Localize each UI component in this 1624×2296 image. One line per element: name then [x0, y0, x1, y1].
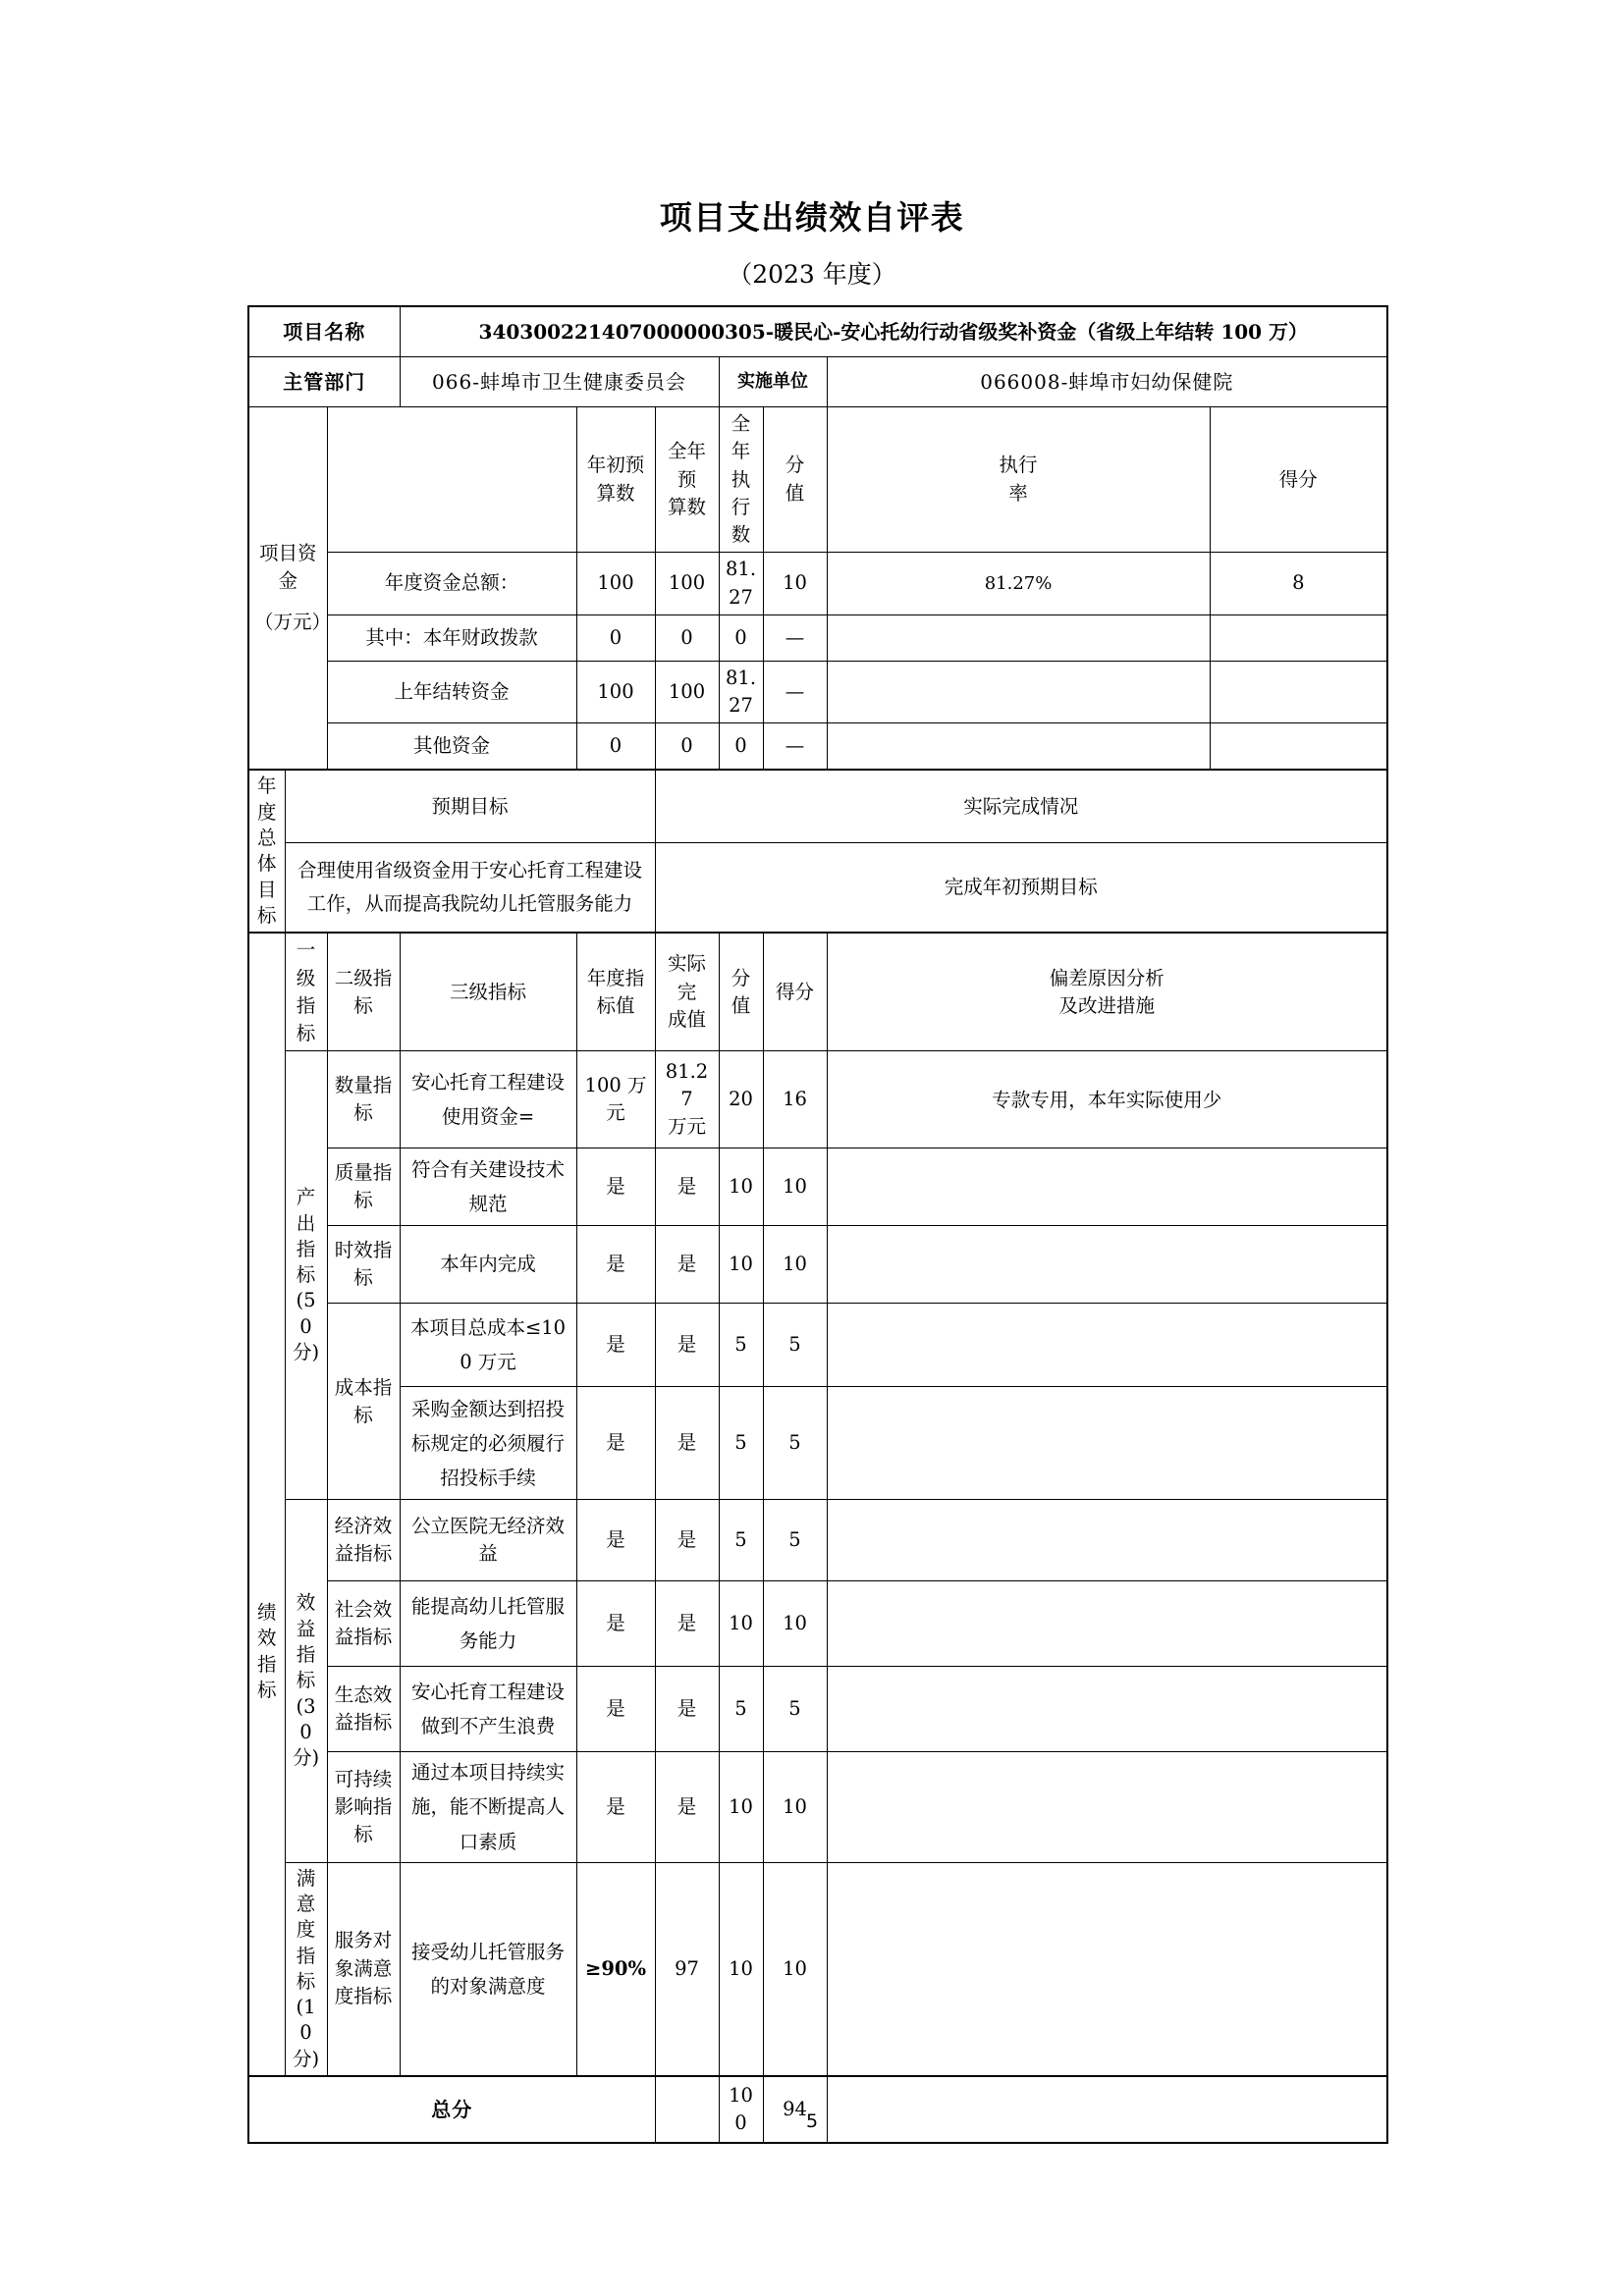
indicator-level2	[327, 1752, 400, 1862]
indicator-level2-l1: 数量指	[334, 1074, 393, 1097]
indicator-actual-value: 是	[655, 1148, 719, 1226]
funds-col-exec-rate-l1: 执行	[999, 454, 1038, 477]
col-header-deviation	[827, 933, 1387, 1051]
department-value: 066-蚌埠市卫生健康委员会	[400, 357, 719, 407]
indicator-actual-value: 是	[655, 1304, 719, 1387]
group-label-output-l2: 指标	[296, 1237, 316, 1287]
annual-goal-content-row	[248, 843, 1387, 934]
col-header-deviation-l1: 偏差原因分析	[1049, 966, 1164, 989]
funds-begin-budget: 100	[576, 553, 655, 615]
funds-col-year-budget-l2: 算数	[668, 495, 707, 518]
indicator-row	[248, 1387, 1387, 1500]
indicator-level3: 公立医院无经济效益	[400, 1500, 576, 1581]
col-header-target-value-l1: 年度指	[586, 966, 645, 989]
col-header-level3: 三级指标	[400, 933, 576, 1051]
indicator-level2	[327, 1304, 400, 1500]
indicator-level2	[327, 1051, 400, 1148]
funds-col-year-exec	[719, 407, 763, 553]
indicator-deviation	[827, 1500, 1387, 1581]
funds-year-budget: 100	[655, 553, 719, 615]
project-name-row	[248, 306, 1387, 357]
indicator-level3: 能提高幼儿托管服务能力	[400, 1581, 576, 1667]
indicator-row	[248, 1667, 1387, 1752]
indicator-points: 5	[719, 1304, 763, 1387]
indicator-target-value: 是	[576, 1387, 655, 1500]
indicator-row	[248, 1752, 1387, 1862]
funds-row-name: 其中：本年财政拨款	[327, 614, 576, 661]
indicators-stub-l4: 标	[256, 1679, 277, 1701]
funds-col-points-l1: 分	[785, 454, 805, 477]
total-score: 94	[763, 2076, 827, 2143]
funds-score	[1210, 661, 1387, 723]
funds-exec-rate	[827, 723, 1210, 771]
indicator-target-value	[576, 1051, 655, 1148]
actual-result-text: 完成年初预期目标	[655, 843, 1387, 934]
funds-header-row	[248, 407, 1387, 553]
col-header-actual-value-l2: 成值	[668, 1007, 707, 1031]
indicator-level2-l1: 社会效	[334, 1598, 393, 1622]
indicator-deviation	[827, 1148, 1387, 1226]
performance-self-evaluation-table	[247, 305, 1388, 2144]
funds-points: —	[763, 723, 827, 771]
group-label-output	[285, 1051, 327, 1500]
group-label-benefit-l4: 分)	[292, 1746, 320, 1770]
indicator-target-value-l1: 100 万	[584, 1074, 647, 1097]
page-title: 项目支出绩效自评表	[659, 198, 965, 237]
indicators-stub-label	[248, 933, 285, 2076]
indicators-stub-l3: 指	[256, 1652, 277, 1676]
indicator-row	[248, 1051, 1387, 1148]
indicator-level2-l2: 益指标	[334, 1542, 393, 1566]
funds-year-exec: 0	[719, 723, 763, 771]
col-header-level2-l1: 二级指	[334, 966, 393, 989]
funds-header-blank	[327, 407, 576, 553]
funds-exec-rate	[827, 614, 1210, 661]
indicator-level2	[327, 1667, 400, 1752]
indicator-actual-value: 97	[655, 1862, 719, 2076]
indicator-row	[248, 1581, 1387, 1667]
indicator-row	[248, 1226, 1387, 1304]
indicator-points: 5	[719, 1500, 763, 1581]
indicators-stub-l1: 绩	[256, 1601, 277, 1625]
funds-col-year-exec-l1: 全年执	[731, 412, 751, 491]
indicator-target-value: 是	[576, 1148, 655, 1226]
indicator-level2-l1: 质量指	[334, 1161, 393, 1185]
indicator-deviation	[827, 1752, 1387, 1862]
indicator-level2-l2: 象满意	[334, 1956, 393, 1980]
col-header-actual-value	[655, 933, 719, 1051]
indicator-level2-l1: 经济效	[334, 1515, 393, 1538]
group-label-satisfaction-l4: 分)	[292, 2047, 320, 2070]
funds-begin-budget: 0	[576, 723, 655, 771]
group-label-satisfaction-l3: 标(10	[296, 1969, 316, 2045]
indicator-score: 5	[763, 1500, 827, 1581]
funds-score: 8	[1210, 553, 1387, 615]
indicator-deviation	[827, 1667, 1387, 1752]
indicator-level2	[327, 1500, 400, 1581]
indicator-score: 10	[763, 1581, 827, 1667]
indicator-points: 5	[719, 1667, 763, 1752]
indicator-target-value: 是	[576, 1304, 655, 1387]
indicator-level3: 采购金额达到招投标规定的必须履行招投标手续	[400, 1387, 576, 1500]
indicator-points: 10	[719, 1862, 763, 2076]
funds-col-exec-rate-l2: 率	[1008, 481, 1028, 505]
col-header-level2	[327, 933, 400, 1051]
indicator-level2-l2: 标	[353, 1266, 373, 1290]
funds-begin-budget: 0	[576, 614, 655, 661]
funds-col-begin-budget-l2: 算数	[596, 481, 635, 505]
indicator-target-value: 是	[576, 1667, 655, 1752]
funds-col-year-budget	[655, 407, 719, 553]
indicator-score: 10	[763, 1862, 827, 2076]
indicator-score: 5	[763, 1304, 827, 1387]
funds-year-budget: 0	[655, 723, 719, 771]
indicator-row	[248, 1304, 1387, 1387]
funds-year-budget: 100	[655, 661, 719, 723]
funds-year-budget: 0	[655, 614, 719, 661]
indicator-target-value: 是	[576, 1500, 655, 1581]
funds-row-name: 其他资金	[327, 723, 576, 771]
funds-row	[248, 723, 1387, 771]
indicator-deviation	[827, 1387, 1387, 1500]
col-header-level1	[285, 933, 327, 1051]
indicator-deviation	[827, 1226, 1387, 1304]
indicator-level2	[327, 1226, 400, 1304]
annual-goal-header-row	[248, 770, 1387, 842]
indicator-level2-l1: 时效指	[334, 1239, 393, 1262]
annual-goal-stub-l3: 目标	[256, 878, 277, 927]
department-row	[248, 357, 1387, 407]
indicator-level2-l1: 成本指	[334, 1375, 393, 1399]
funds-stub-line2: （万元）	[254, 611, 332, 634]
funds-year-exec: 81.27	[719, 661, 763, 723]
indicator-score: 10	[763, 1752, 827, 1862]
expected-goal-text: 合理使用省级资金用于安心托育工程建设工作，从而提高我院幼儿托管服务能力	[285, 843, 655, 934]
col-header-level1-l1: 一级	[296, 938, 316, 989]
indicator-row	[248, 1500, 1387, 1581]
funds-points: —	[763, 614, 827, 661]
group-label-benefit	[285, 1500, 327, 1862]
col-header-target-value-l2: 标值	[596, 993, 635, 1017]
col-header-score: 得分	[763, 933, 827, 1051]
funds-stub-label	[248, 407, 332, 771]
col-header-level1-l2: 指标	[296, 993, 316, 1045]
indicator-actual-value: 是	[655, 1226, 719, 1304]
indicator-level2-l1: 服务对	[334, 1929, 393, 1952]
indicator-target-value: 是	[576, 1752, 655, 1862]
indicator-points: 10	[719, 1581, 763, 1667]
indicator-target-value-l2: 元	[606, 1101, 625, 1125]
department-label: 主管部门	[248, 357, 400, 407]
indicator-target-value: 是	[576, 1226, 655, 1304]
indicator-actual-value	[655, 1051, 719, 1148]
funds-row	[248, 553, 1387, 615]
indicator-target-value: ≥90%	[576, 1862, 655, 2076]
implementing-unit-value: 066008-蚌埠市妇幼保健院	[827, 357, 1387, 407]
indicators-header-row	[248, 933, 1387, 1051]
indicator-points: 5	[719, 1387, 763, 1500]
indicator-row	[248, 1148, 1387, 1226]
funds-exec-rate	[827, 661, 1210, 723]
col-header-level2-l2: 标	[353, 993, 373, 1017]
project-name-value: 340300221407000000305-暖民心-安心托幼行动省级奖补资金（省级上年结转 100 万）	[400, 306, 1387, 357]
funds-exec-rate: 81.27%	[827, 553, 1210, 615]
total-label: 总分	[248, 2076, 655, 2143]
indicator-target-value: 是	[576, 1581, 655, 1667]
indicator-points: 10	[719, 1752, 763, 1862]
indicator-points: 10	[719, 1226, 763, 1304]
page-subtitle: （2023 年度）	[728, 260, 896, 289]
indicator-points: 20	[719, 1051, 763, 1148]
indicator-level2	[327, 1862, 400, 2076]
group-label-output-l3: (50	[296, 1289, 316, 1338]
indicator-level2	[327, 1148, 400, 1226]
col-header-deviation-l2: 及改进措施	[1058, 993, 1156, 1017]
indicator-level3: 安心托育工程建设使用资金=	[400, 1051, 576, 1148]
funds-col-begin-budget	[576, 407, 655, 553]
total-points: 100	[719, 2076, 763, 2143]
funds-col-year-budget-l1: 全年预	[668, 440, 707, 491]
col-header-points-l1: 分	[731, 966, 751, 989]
indicator-level2-l2: 标	[353, 1189, 373, 1212]
funds-row-name: 上年结转资金	[327, 661, 576, 723]
indicator-level3: 符合有关建设技术规范	[400, 1148, 576, 1226]
indicator-level2-l1: 可持续	[334, 1767, 393, 1790]
indicator-level2-l2: 益指标	[334, 1711, 393, 1735]
group-label-benefit-l2: 指标	[296, 1643, 316, 1692]
indicator-actual-value: 是	[655, 1387, 719, 1500]
indicator-level3: 安心托育工程建设做到不产生浪费	[400, 1667, 576, 1752]
indicator-deviation	[827, 1862, 1387, 2076]
indicator-score: 5	[763, 1667, 827, 1752]
funds-col-score: 得分	[1210, 407, 1387, 553]
funds-row	[248, 614, 1387, 661]
col-header-target-value	[576, 933, 655, 1051]
funds-col-points	[763, 407, 827, 553]
indicator-actual-value: 是	[655, 1581, 719, 1667]
page-number: 5	[805, 2110, 819, 2132]
funds-col-points-l2: 值	[785, 481, 805, 505]
indicator-score: 10	[763, 1226, 827, 1304]
actual-result-header: 实际完成情况	[655, 770, 1387, 842]
col-header-actual-value-l1: 实际完	[668, 952, 707, 1003]
indicator-actual-value-l2: 万元	[668, 1115, 707, 1139]
indicator-points: 10	[719, 1148, 763, 1226]
group-label-output-l4: 分)	[292, 1341, 320, 1364]
indicator-deviation	[827, 1581, 1387, 1667]
indicator-score: 16	[763, 1051, 827, 1148]
indicator-deviation: 专款专用，本年实际使用少	[827, 1051, 1387, 1148]
indicator-level3: 通过本项目持续实施，能不断提高人口素质	[400, 1752, 576, 1862]
funds-year-exec: 0	[719, 614, 763, 661]
funds-begin-budget: 100	[576, 661, 655, 723]
indicators-stub-l2: 效	[256, 1627, 277, 1650]
funds-score	[1210, 614, 1387, 661]
funds-points: 10	[763, 553, 827, 615]
indicator-level2-l3: 标	[353, 1823, 373, 1846]
annual-goal-stub-l1: 年度	[256, 774, 277, 824]
indicator-level2	[327, 1581, 400, 1667]
indicator-score: 5	[763, 1387, 827, 1500]
indicator-actual-value: 是	[655, 1752, 719, 1862]
indicator-score: 10	[763, 1148, 827, 1226]
group-label-satisfaction-l1: 满意	[296, 1866, 316, 1915]
indicator-actual-value: 是	[655, 1500, 719, 1581]
indicator-level2-l2: 益指标	[334, 1626, 393, 1649]
funds-row	[248, 661, 1387, 723]
indicator-level2-l3: 度指标	[334, 1984, 393, 2007]
funds-col-exec-rate	[827, 407, 1210, 553]
col-header-points	[719, 933, 763, 1051]
funds-col-year-exec-l2: 行数	[731, 495, 751, 547]
indicator-actual-value-l1: 81.27	[665, 1059, 709, 1111]
implementing-unit-label: 实施单位	[719, 357, 827, 407]
group-label-output-l1: 产出	[296, 1186, 316, 1235]
group-label-benefit-l3: (30	[296, 1694, 316, 1743]
indicator-actual-value: 是	[655, 1667, 719, 1752]
annual-goal-stub-label	[248, 770, 285, 933]
group-label-benefit-l1: 效益	[296, 1591, 316, 1640]
indicator-level3: 接受幼儿托管服务的对象满意度	[400, 1862, 576, 2076]
annual-goal-stub-l2: 总体	[256, 827, 277, 876]
funds-year-exec: 81.27	[719, 553, 763, 615]
indicator-row	[248, 1862, 1387, 2076]
funds-stub-line1: 项目资金	[258, 541, 317, 593]
funds-points: —	[763, 661, 827, 723]
funds-col-begin-budget-l1: 年初预	[586, 454, 645, 477]
indicator-level3: 本年内完成	[400, 1226, 576, 1304]
group-label-satisfaction-l2: 度指	[296, 1918, 316, 1967]
indicator-deviation	[827, 1304, 1387, 1387]
indicator-level2-l2: 影响指	[334, 1794, 393, 1818]
indicator-level2-l2: 标	[353, 1101, 373, 1125]
expected-goal-header: 预期目标	[285, 770, 655, 842]
project-name-label: 项目名称	[248, 306, 400, 357]
indicator-level2-l1: 生态效	[334, 1683, 393, 1707]
funds-score	[1210, 723, 1387, 771]
indicator-level3: 本项目总成本≤100 万元	[400, 1304, 576, 1387]
col-header-points-l2: 值	[731, 993, 751, 1017]
funds-row-name: 年度资金总额：	[327, 553, 576, 615]
group-label-satisfaction	[285, 1862, 327, 2076]
indicator-level2-l2: 标	[353, 1403, 373, 1426]
